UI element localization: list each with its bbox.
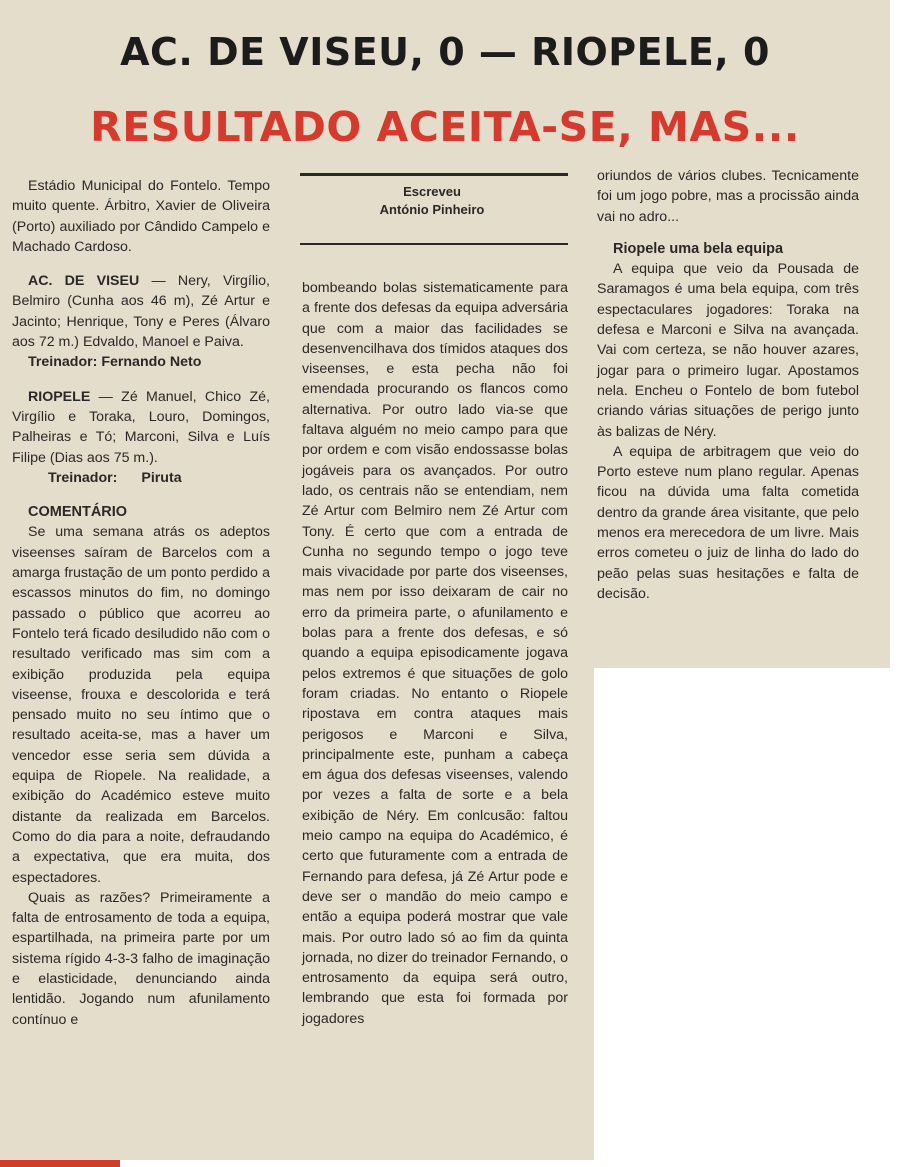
headline: AC. DE VISEU, 0 — RIOPELE, 0 (120, 30, 770, 74)
byline-author: António Pinheiro (379, 202, 485, 217)
team1-coach: Treinador: Fernando Neto (28, 354, 202, 371)
comment-title: COMENTÁRIO (28, 504, 128, 521)
column-1 (12, 176, 270, 1030)
team2-players: — Zé Manuel, Chico Zé, Virgílio e Toraka, Louro, Domingos, Palheiras e Tó; Marconi, Silva e Luís Filipe (Dias aos 75 m.). (12, 388, 270, 466)
team2-lineup (12, 387, 270, 468)
column-2 (302, 278, 568, 1029)
team2-label: RIOPELE (28, 388, 91, 405)
column-3-paragraph-2: A equipa que veio da Pousada de Saramagos é uma bela equipa, com três espectaculares jogadores: Toraka na defesa e Marconi e Silva na avançada. Vai com certeza, se não houver azares, jogar para o primeiro lugar. Apostamos nela. Encheu o Fontelo de bom futebol criando várias situações de perigo junto às balizas de Néry. (597, 261, 859, 440)
column-3-subhead: Riopele uma bela equipa (613, 240, 784, 257)
team1-label: AC. DE VISEU (28, 273, 140, 290)
column-3 (597, 166, 859, 604)
team2-coach (12, 468, 270, 488)
column-3-paragraph-3: A equipa de arbitragem que veio do Porto esteve num plano regular. Apenas ficou na dúvida uma falta cometida dentro da grande área visitante, que pelo menos era merecedora de um livre. Mais erros cometeu o juiz de linha do lado do peão pelas suas hesitações e falta de decisão. (597, 443, 859, 602)
comment-paragraph-2: Quais as razões? Primeiramente a falta de entrosamento de toda a equipa, espartilhada, na primeira parte por um sistema rígido 4-3-3 falho de imaginação e elasticidade, denunciando ainda lentidão. Jogando num afunilamento contínuo e (12, 889, 270, 1028)
byline (296, 183, 568, 219)
team1-lineup (12, 271, 270, 352)
team2-coach-name: Piruta (141, 469, 182, 486)
byline-rule-top (300, 173, 568, 176)
comment-paragraph-1: Se uma semana atrás os adeptos viseenses saíram de Barcelos com a amarga frustação de um ponto perdido a escassos minutos do fim, no domingo passado o público que acorreu ao Fontelo terá ficado desiludido não com o resultado verificado mas sim com a exibição produzida pela equipa viseense, frouxa e descolorida e terá pensado muito no seu íntimo que o resultado aceita-se, mas a haver um vencedor esse seria sem dúvida a equipa de Riopele. Na realidade, a exibição do Académico esteve muito distante da realizada em Barcelos. Como do dia para a noite, defraudando a expectativa, que era muita, dos espectadores. (12, 524, 270, 886)
byline-rule-bottom (300, 243, 568, 245)
column-3-paragraph-1: oriundos de vários clubes. Tecnicamente foi um jogo pobre, mas a procissão ainda vai no adro... (597, 168, 859, 225)
red-edge-mark (0, 1160, 120, 1167)
column-2-text: bombeando bolas sistematicamente para a frente dos defesas da equipa adversária que com a maior das facilidades se desenvencilhava dos tímidos ataques dos viseenses, e esta pecha não foi emendada procurando os flancos como alternativa. Por outro lado via-se que faltava alguém no meio campo para que por ordem e com visão endossasse bolas jogáveis para os avançados. Por outro lado, os centrais não se entendiam, nem Zé Artur com Belmiro nem Zé Artur com Tony. É certo que com a entrada de Cunha no segundo tempo o jogo teve mais vivacidade por parte dos viseenses, mas nem por isso deixaram de cair no erro da primeira parte, o afunilamento e bolas para a frente dos defesas, e só quando a equipa episodicamente jogava pelos extremos é que situações de golo foram criadas. No entanto o Riopele ripostava em contra ataques mais perigosos e Marconi e Silva, principalmente este, punham a cabeça em água dos defesas viseenses, valendo por vezes a falta de sorte e a bela exibição de Néry. Em conlcusão: faltou meio campo na equipa do Académico, é certo que futuramente com a entrada de Fernando para defesa, já Zé Artur pode e deve ser o mandão do meio campo e então a equipa poderá mostrar que vale mais. Por outro lado só ao fim da quinta jornada, no dizer do treinador Fernando, o entrosamento da equipa será outro, lembrando que esta foi formada por jogadores (302, 280, 568, 1027)
subheadline: RESULTADO ACEITA-SE, MAS... (90, 103, 800, 151)
team1-players: — Nery, Virgílio, Belmiro (Cunha aos 46 m), Zé Artur e Jacinto; Henrique, Tony e Peres (Álvaro aos 72 m.) Edvaldo, Manoel e Paiva. (12, 273, 270, 351)
match-venue-info: Estádio Municipal do Fontelo. Tempo muito quente. Árbitro, Xavier de Oliveira (Porto) auxiliado por Cândido Campelo e Machado Cardoso. (12, 178, 270, 255)
team2-coach-label: Treinador: (48, 469, 118, 486)
byline-label: Escreveu (403, 184, 461, 199)
